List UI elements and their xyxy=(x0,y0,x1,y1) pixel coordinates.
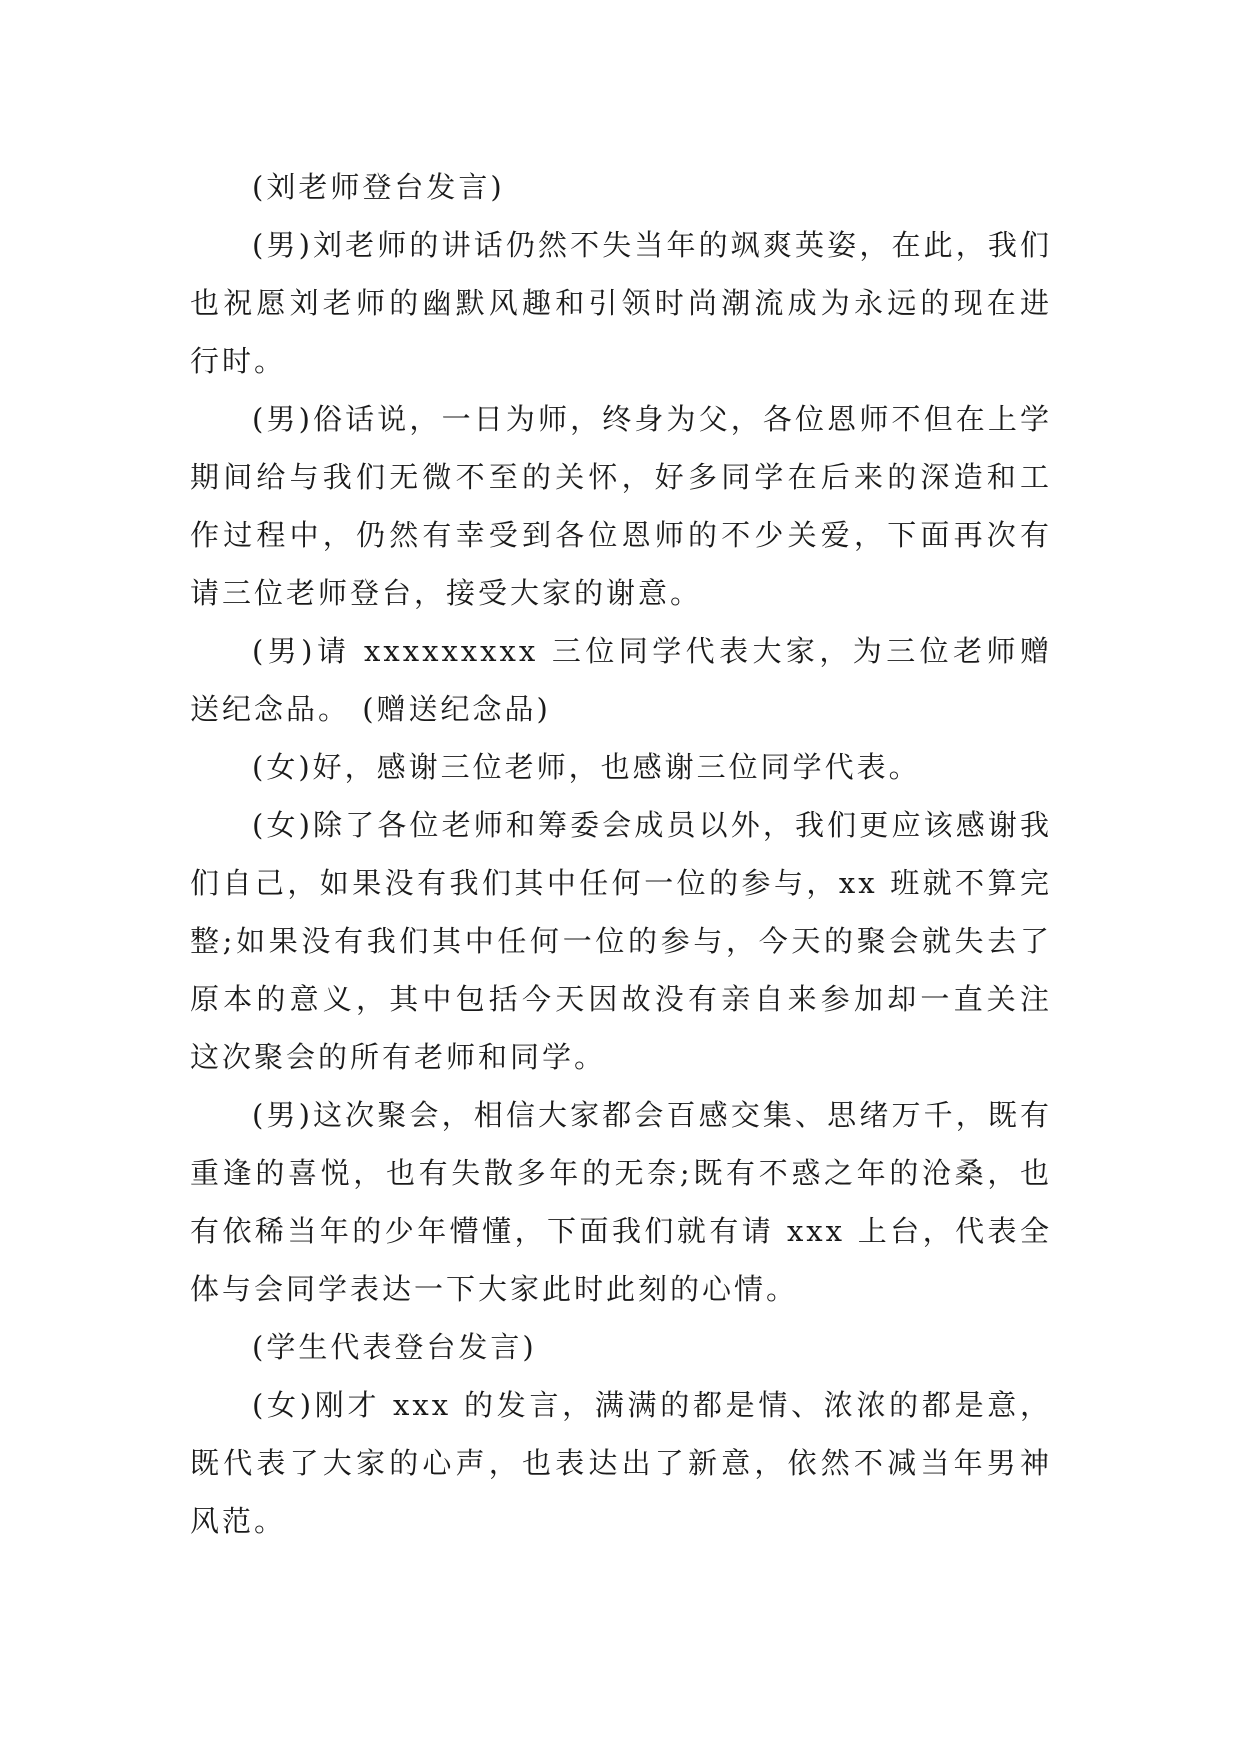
paragraph-teacher-liu-speech-note: (刘老师登台发言) xyxy=(252,170,505,204)
paragraph-male-host-remark-2: (男)俗话说，一日为师，终身为父，各位恩师不但在上学期间给与我们无微不至的关怀，好多同学在后来的深造和工作过程中，仍然有幸受到各位恩师的不少关爱，下面再次有请三位老师登台，接受大家的谢意。 xyxy=(190,402,1052,610)
paragraph-male-host-remark-1: (男)刘老师的讲话仍然不失当年的飒爽英姿，在此，我们也祝愿刘老师的幽默风趣和引领时尚潮流成为永远的现在进行时。 xyxy=(190,228,1052,378)
paragraph-female-host-closing: (女)刚才 xxx 的发言，满满的都是情、浓浓的都是意，既代表了大家的心声，也表达出了新意，依然不减当年男神风范。 xyxy=(190,1388,1052,1538)
paragraph-male-host-invite: (男)这次聚会，相信大家都会百感交集、思绪万千，既有重逢的喜悦，也有失散多年的无奈;既有不惑之年的沧桑，也有依稀当年的少年懵懂，下面我们就有请 xxx 上台，代表全体与会同学表达一下大家此时此刻的心情。 xyxy=(190,1098,1052,1306)
paragraph-female-host-thanks: (女)好，感谢三位老师，也感谢三位同学代表。 xyxy=(252,750,921,784)
paragraph-student-speech-note: (学生代表登台发言) xyxy=(252,1330,537,1364)
paragraph-male-host-gift: (男)请 xxxxxxxxx 三位同学代表大家，为三位老师赠送纪念品。 (赠送纪念品) xyxy=(190,634,1052,726)
paragraph-female-host-ourselves: (女)除了各位老师和筹委会成员以外，我们更应该感谢我们自己，如果没有我们其中任何一位的参与，xx 班就不算完整;如果没有我们其中任何一位的参与，今天的聚会就失去了原本的意义，其中包括今天因故没有亲自来参加却一直关注这次聚会的所有老师和同学。 xyxy=(190,808,1052,1074)
document-body xyxy=(190,158,1052,1550)
